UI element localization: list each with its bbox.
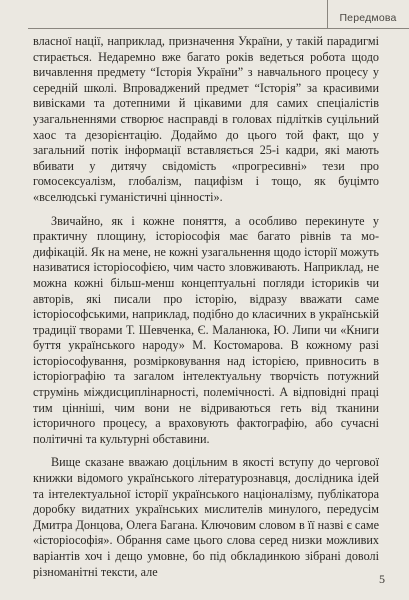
paragraph: Вище сказане вважаю доцільним в якості вступу до чергової книжки відомого українського літературознавця, дослідника ідей та інтелектуальної історії українського націоналізму, публікатора доробку видатних українських мислителів минулого, передусім Дмитра Донцова, Олега Багана. Ключовим словом в її назві є саме «історіософія». Обрання саме цього слова серед низки можливих варіантів хоч і дещо умовне, бо під обкладинкою зібрані доволі різноманітні тексти, але xyxy=(33,455,379,579)
header-rule xyxy=(28,28,409,29)
page-number: 5 xyxy=(379,572,385,586)
paragraph: Звичайно, як і кожне поняття, а особливо перекинуте у практичну площину, історіософія має багато рівнів та модифікацій. Як на мене, не кожні узагальнення щодо історії можуть називатися історіософією, чим часто зловживають. Наприклад, не можна кожні більш-менш концептуальні погляди істориків чи авторів, які писали про історію, відразу вважати саме історіософськими, наприклад, подібно до класичних в українській традиції творами Т. Шевченка, Є. Маланюка, Ю. Липи чи «Книги буття українського народу» М. Костомарова. В кожному разі історіософування, розмірковування над історією, привносить в історіографію та загалом інтелектуальну творчість потужний струмінь міждисциплінарності, полемічності. А відповідні праці тим цінніші, чим вони не відриваються геть від тканини історичного процесу, а враховують фактографію, або сучасні політичні та культурні обставини. xyxy=(33,213,379,446)
header-divider xyxy=(327,0,328,28)
running-header xyxy=(327,0,409,28)
section-title: Передмова xyxy=(339,12,397,24)
paragraph: власної нації, наприклад, призначення України, у такій парадигмі стирається. Недаремно вже багато років ведеться робота щодо вичавлення предмету “Історія України” з навчального процесу у середній школі. Впроваджений предмет “Історія” за красивими вивісками та дотепними й цікавими для самих спеціалістів узагальненнями створює насправді в головах підлітків суцільний хаос та дезорієнтацію. Додаймо до цього той факт, що у загальний потік інформації вставляється 25-і кадри, які мають вбивати у дитячу свідомість «прогресивні» тези про гомосексуалізм, глобалізм, пацифізм і тощо, як буцімто «вселюдські гуманістичні цінності». xyxy=(33,34,379,204)
body-text xyxy=(33,34,379,588)
